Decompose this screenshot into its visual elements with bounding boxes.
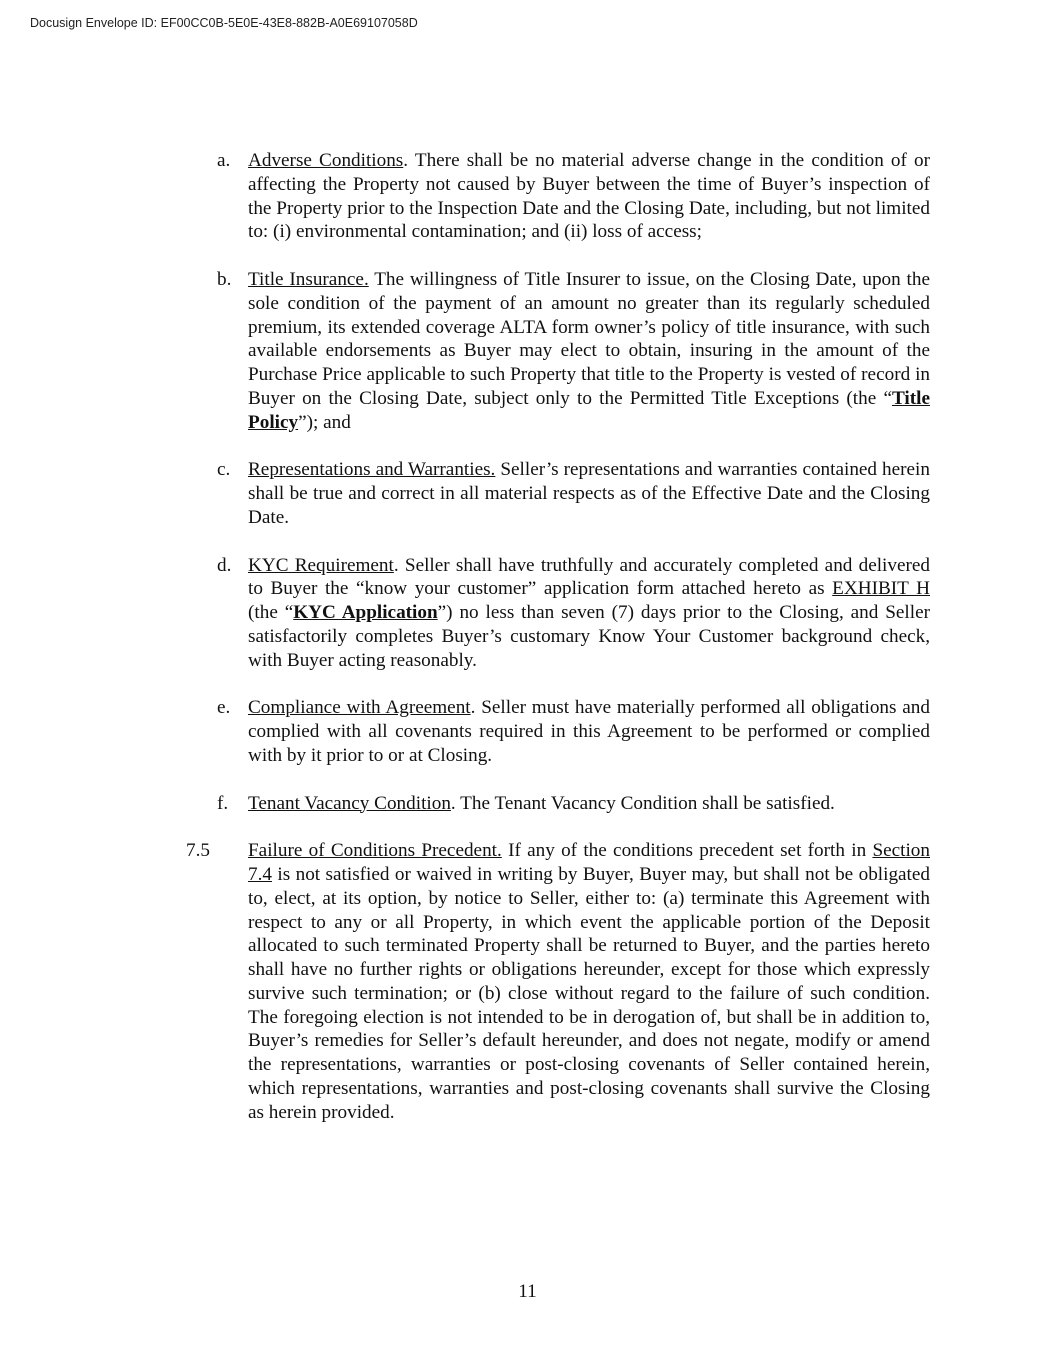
page-number: 11 (518, 1281, 537, 1302)
item-label: a. (217, 150, 231, 171)
item-text: Adverse Conditions. There shall be no material adverse change in the condition of or affecting the Property not caused by Buyer between the time of Buyer’s inspection of the Property prior to the Inspection Date and the Closing Date, including, but not limited to: (i) environmental contamination; and (ii) loss of access; (248, 150, 930, 243)
item-label: e. (217, 697, 231, 719)
condition-d (0, 554, 1055, 673)
condition-a (0, 149, 1055, 244)
section-text: Failure of Conditions Precedent. If any of the conditions precedent set forth in Section 7.4 is not satisfied or waived in writing by Buyer, Buyer may, but shall not be obligated to, elect, at its option, by notice to Seller, either to: (a) terminate this Agreement with respect to any or all Property, in which event the applicable portion of the Deposit allocated to such terminated Property shall be returned to Buyer, and the parties hereto shall have no further rights or obligations hereunder, except for those which expressly survive such termination; or (b) close without regard to the failure of such condition. The foregoing election is not intended to be in derogation of, but shall be in addition to, Buyer’s remedies for Seller’s default hereunder, and does not negate, modify or amend the representations, warranties or post-closing covenants of Seller contained herein, which representations, warranties and post-closing covenants shall survive the Closing as herein provided. (248, 840, 930, 1123)
item-text: KYC Requirement. Seller shall have truthfully and accurately completed and delivered to Buyer the “know your customer” application form attached hereto as EXHIBIT H (the “KYC Application”) no less than seven (7) days prior to the Closing, and Seller satisfactorily completes Buyer’s customary Know Your Customer background check, with Buyer acting reasonably. (248, 554, 930, 671)
section-7-5 (0, 839, 1055, 1125)
item-text: Title Insurance. The willingness of Title Insurer to issue, on the Closing Date, upon the sole condition of the payment of an amount no greater than its regularly scheduled premium, its extended coverage ALTA form owner’s policy of title insurance, with such available endorsements as Buyer may elect to obtain, insuring in the amount of the Purchase Price applicable to such Property that title to the Property is vested of record in Buyer on the Closing Date, subject only to the Permitted Title Exceptions (the “Title Policy”); and (248, 268, 930, 433)
item-title: Compliance with Agreement (248, 697, 471, 719)
item-text: Representations and Warranties. Seller’s representations and warranties contained herein shall be true and correct in all material respects as of the Effective Date and the Closing Date. (248, 459, 930, 528)
condition-e (0, 696, 1055, 767)
section-reference: Section 7.4 (248, 840, 930, 885)
condition-c (0, 458, 1055, 529)
item-label: c. (217, 459, 231, 481)
condition-b (0, 268, 1055, 435)
defined-term: KYC Application (293, 602, 438, 624)
defined-term: Title Policy (248, 387, 930, 433)
section-number: 7.5 (186, 840, 210, 862)
item-label: b. (217, 268, 232, 290)
item-title: Title Insurance. (248, 268, 369, 290)
condition-f (0, 792, 1055, 816)
exhibit-reference: EXHIBIT H (832, 578, 930, 600)
item-text: Tenant Vacancy Condition. The Tenant Vacancy Condition shall be satisfied. (248, 792, 835, 814)
document-body (0, 149, 1055, 1148)
envelope-id: Docusign Envelope ID: EF00CC0B-5E0E-43E8-882B-A0E69107058D (30, 16, 418, 30)
section-title: Failure of Conditions Precedent. (248, 840, 502, 862)
item-title: Representations and Warranties. (248, 459, 496, 481)
item-text: Compliance with Agreement. Seller must have materially performed all obligations and complied with all covenants required in this Agreement to be performed or complied with by it prior to or at Closing. (248, 697, 930, 766)
item-title: KYC Requirement (248, 554, 394, 576)
item-label: d. (217, 554, 232, 576)
item-title: Tenant Vacancy Condition (248, 792, 451, 814)
item-title: Adverse Conditions (248, 150, 404, 171)
item-label: f. (217, 792, 229, 814)
